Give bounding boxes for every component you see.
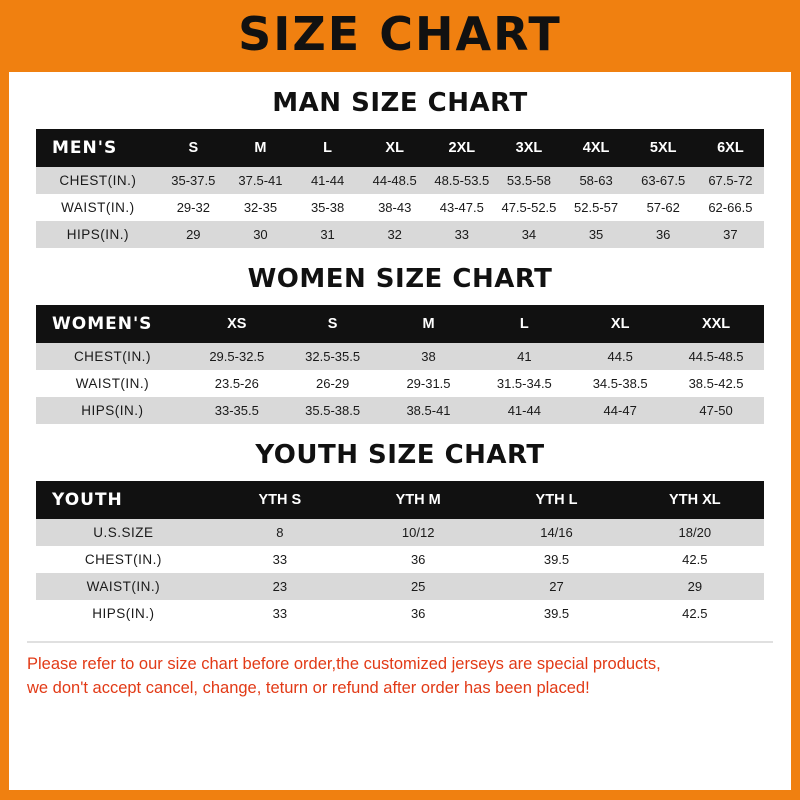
table-cell: 29-32: [176, 200, 210, 215]
table-cell: 37: [723, 227, 738, 242]
table-row: [36, 370, 764, 397]
column-header: XL: [385, 140, 404, 156]
row-label: U.S.SIZE: [93, 525, 154, 540]
table-cell: 35.5-38.5: [305, 403, 361, 418]
column-header: M: [254, 140, 267, 156]
column-header: XXL: [701, 316, 731, 332]
table-cell: 35: [588, 227, 604, 242]
table-cell: 29-31.5: [406, 376, 451, 391]
table-cell: 62-66.5: [708, 200, 753, 215]
column-header: MEN'S: [52, 138, 118, 158]
column-header: YOUTH: [52, 490, 123, 510]
footer-note-line-2: we don't accept cancel, change, teturn or refund after order has been placed!: [27, 678, 590, 697]
table-header-row: [36, 129, 764, 167]
table-cell: 30: [253, 227, 268, 242]
table-cell: 32.5-35.5: [305, 349, 361, 364]
table-header-row: [36, 481, 764, 519]
table-cell: 27: [549, 579, 564, 594]
youth-size-table: [36, 481, 764, 627]
table-cell: 29.5-32.5: [209, 349, 265, 364]
column-header: M: [422, 316, 435, 332]
table-cell: 33: [272, 552, 288, 567]
column-header: XL: [610, 316, 630, 332]
women-size-section: [9, 264, 791, 424]
column-header: YTH S: [258, 492, 302, 508]
youth-size-section: [9, 440, 791, 627]
table-cell: 23.5-26: [214, 376, 259, 391]
table-cell: 41-44: [310, 173, 345, 188]
column-header: L: [519, 316, 529, 332]
table-cell: 23: [272, 579, 288, 594]
table-cell: 26-29: [316, 376, 350, 391]
table-cell: 52.5-57: [574, 200, 619, 215]
column-header: 2XL: [448, 140, 476, 156]
table-cell: 8: [276, 525, 284, 540]
women-size-table: [36, 305, 764, 424]
table-cell: 47-50: [699, 403, 733, 418]
table-cell: 44-48.5: [372, 173, 417, 188]
table-cell: 44.5: [607, 349, 633, 364]
table-cell: 63-67.5: [641, 173, 686, 188]
table-cell: 36: [410, 606, 426, 621]
table-row: [36, 194, 764, 221]
column-header: S: [188, 140, 199, 156]
row-label: CHEST(IN.): [73, 349, 151, 364]
men-size-table: [36, 129, 764, 248]
women-section-title: WOMEN SIZE CHART: [247, 264, 553, 294]
table-cell: 38: [421, 349, 436, 364]
table-row: [36, 546, 764, 573]
table-cell: 14/16: [540, 525, 573, 540]
column-header: 4XL: [582, 140, 610, 156]
column-header: 3XL: [515, 140, 543, 156]
row-label: HIPS(IN.): [81, 403, 144, 418]
column-header: YTH M: [395, 492, 441, 508]
table-cell: 41: [517, 349, 532, 364]
footer-note: [27, 641, 773, 701]
table-cell: 29: [186, 227, 201, 242]
row-label: WAIST(IN.): [61, 200, 135, 215]
table-cell: 37.5-41: [238, 173, 283, 188]
row-label: CHEST(IN.): [84, 552, 162, 567]
table-cell: 35-37.5: [171, 173, 216, 188]
row-label: CHEST(IN.): [59, 173, 137, 188]
table-cell: 43-47.5: [439, 200, 484, 215]
table-cell: 32: [387, 227, 402, 242]
table-cell: 42.5: [682, 552, 708, 567]
table-header-row: [36, 305, 764, 343]
table-cell: 44-47: [603, 403, 637, 418]
table-cell: 35-38: [310, 200, 345, 215]
column-header: XS: [227, 316, 247, 332]
table-cell: 31: [320, 227, 335, 242]
column-header: WOMEN'S: [52, 314, 153, 334]
table-cell: 36: [655, 227, 671, 242]
table-cell: 39.5: [543, 606, 570, 621]
table-row: [36, 221, 764, 248]
table-cell: 33-35.5: [214, 403, 259, 418]
men-size-section: [9, 88, 791, 248]
column-header: YTH XL: [669, 492, 721, 508]
table-cell: 34: [521, 227, 537, 242]
table-cell: 32-35: [243, 200, 278, 215]
table-cell: 57-62: [646, 200, 680, 215]
header-band: [0, 0, 800, 72]
row-label: HIPS(IN.): [66, 227, 129, 242]
row-label: WAIST(IN.): [86, 579, 161, 594]
youth-section-title: YOUTH SIZE CHART: [255, 440, 545, 470]
table-cell: 10/12: [401, 525, 435, 540]
table-cell: 33: [454, 227, 470, 242]
table-cell: 58-63: [579, 173, 613, 188]
column-header: YTH L: [535, 492, 578, 508]
table-row: [36, 600, 764, 627]
table-cell: 44.5-48.5: [688, 349, 744, 364]
table-cell: 47.5-52.5: [501, 200, 557, 215]
table-cell: 48.5-53.5: [434, 173, 490, 188]
table-cell: 41-44: [507, 403, 541, 418]
table-row: [36, 343, 764, 370]
table-cell: 38.5-41: [406, 403, 451, 418]
table-cell: 18/20: [678, 525, 712, 540]
table-cell: 39.5: [543, 552, 570, 567]
column-header: 5XL: [649, 140, 677, 156]
table-cell: 33: [272, 606, 288, 621]
table-row: [36, 167, 764, 194]
table-cell: 38.5-42.5: [688, 376, 744, 391]
table-cell: 29: [687, 579, 703, 594]
table-cell: 53.5-58: [506, 173, 551, 188]
table-cell: 25: [410, 579, 426, 594]
row-label: WAIST(IN.): [75, 376, 150, 391]
table-cell: 38-43: [378, 200, 412, 215]
page-title: SIZE CHART: [238, 7, 562, 61]
row-label: HIPS(IN.): [92, 606, 155, 621]
table-cell: 42.5: [682, 606, 708, 621]
men-section-title: MAN SIZE CHART: [272, 88, 528, 118]
column-header: L: [323, 140, 332, 156]
table-row: [36, 519, 764, 546]
table-cell: 31.5-34.5: [496, 376, 552, 391]
table-row: [36, 397, 764, 424]
table-row: [36, 573, 764, 600]
table-cell: 36: [410, 552, 426, 567]
table-cell: 34.5-38.5: [592, 376, 648, 391]
footer-note-line-1: Please refer to our size chart before order,the customized jerseys are special products,: [27, 655, 661, 673]
footer-accent-bar: [0, 790, 800, 800]
column-header: 6XL: [717, 140, 744, 156]
column-header: S: [327, 316, 338, 332]
table-cell: 67.5-72: [708, 173, 753, 188]
